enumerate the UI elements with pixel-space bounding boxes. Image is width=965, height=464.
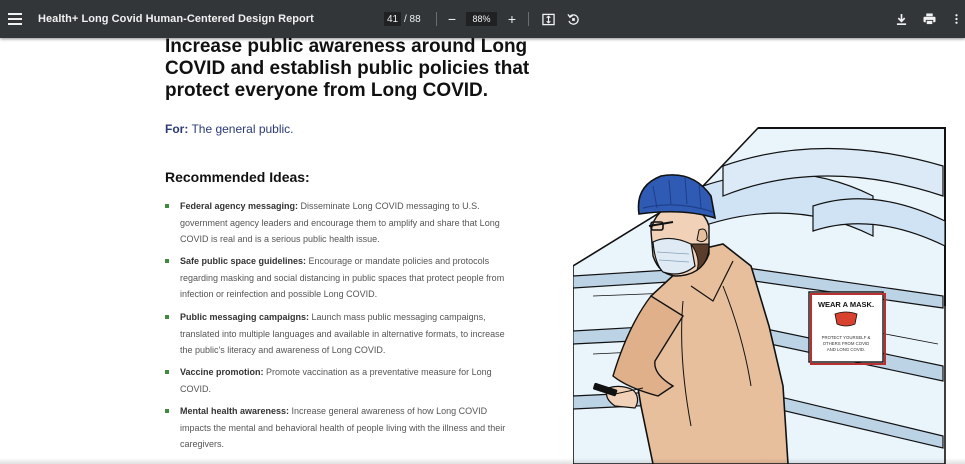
- download-icon: [896, 13, 907, 26]
- idea-term: Federal agency messaging:: [180, 201, 299, 211]
- ideas-list: [165, 198, 515, 453]
- list-item: [165, 309, 515, 364]
- sign-title: WEAR A MASK.: [817, 300, 875, 309]
- list-item: [165, 253, 515, 309]
- idea-text: Encourage or mandate policies and protocols regarding masking and social distancing in public spaces that protect people from infection or reinfection and possible Long COVID.: [180, 256, 505, 299]
- rotate-icon: [567, 13, 580, 26]
- toolbar-divider: [436, 12, 437, 26]
- sign-line-1: PROTECT YOURSELF &: [821, 335, 871, 340]
- more-options-button[interactable]: [951, 0, 961, 38]
- idea-term: Safe public space guidelines:: [180, 256, 307, 266]
- masked-person-illustration: [573, 126, 965, 464]
- page-count: / 88: [404, 13, 421, 25]
- zoom-out-button[interactable]: −: [447, 11, 457, 27]
- download-button[interactable]: [894, 0, 908, 38]
- zoom-level-input[interactable]: 88%: [466, 12, 497, 26]
- rotate-button[interactable]: [566, 0, 580, 38]
- fit-to-page-icon: [542, 13, 555, 26]
- audience-label: For:: [165, 122, 189, 136]
- sign-line-3: AND LONG COVID.: [826, 347, 866, 352]
- list-item: [165, 364, 515, 403]
- zoom-in-button[interactable]: +: [507, 11, 517, 27]
- pdf-page: [0, 38, 965, 464]
- pdf-toolbar: [0, 0, 965, 38]
- idea-text: Increase general awareness of how Long COVID impacts the mental and behavioral health of people living with the illness and their caregivers.: [180, 406, 506, 449]
- print-icon: [923, 13, 936, 25]
- toolbar-divider: [528, 12, 529, 26]
- idea-text: Launch mass public messaging campaigns, translated into multiple languages and available in alternative formats, to increase the public's literacy and awareness of Long COVID.: [180, 312, 505, 355]
- bullet-icon: [165, 315, 169, 319]
- bullet-icon: [165, 409, 169, 413]
- recommended-ideas-heading: Recommended Ideas:: [165, 169, 310, 185]
- menu-button[interactable]: [6, 0, 24, 38]
- audience-value: The general public.: [188, 122, 294, 136]
- idea-text: Promote vaccination as a preventative measure for Long COVID.: [180, 367, 492, 394]
- idea-text: Disseminate Long COVID messaging to U.S. government agency leaders and encourage them to amplify and share that Long COVID is real and is a serious public health issue.: [180, 201, 500, 244]
- audience-line: [165, 122, 294, 136]
- list-item: [165, 403, 515, 453]
- sign-line-2: OTHERS FROM COVID: [822, 341, 870, 346]
- more-vertical-icon: [955, 13, 958, 25]
- page-number-input[interactable]: 41: [384, 12, 401, 26]
- menu-icon: [8, 13, 22, 25]
- bullet-icon: [165, 204, 169, 208]
- document-title: Health+ Long Covid Human-Centered Design Report: [38, 13, 314, 25]
- print-button[interactable]: [921, 0, 937, 38]
- page-bottom-shadow: [0, 458, 965, 464]
- idea-term: Vaccine promotion:: [180, 367, 264, 377]
- idea-term: Mental health awareness:: [180, 406, 290, 416]
- bullet-icon: [165, 259, 169, 263]
- list-item: [165, 198, 515, 253]
- bullet-icon: [165, 370, 169, 374]
- wear-a-mask-sign: [809, 292, 885, 364]
- page-heading: Increase public awareness around Long COVID and establish public policies that protect everyone from Long COVID.: [165, 38, 530, 101]
- fit-to-page-button[interactable]: [541, 0, 555, 38]
- idea-term: Public messaging campaigns:: [180, 312, 310, 322]
